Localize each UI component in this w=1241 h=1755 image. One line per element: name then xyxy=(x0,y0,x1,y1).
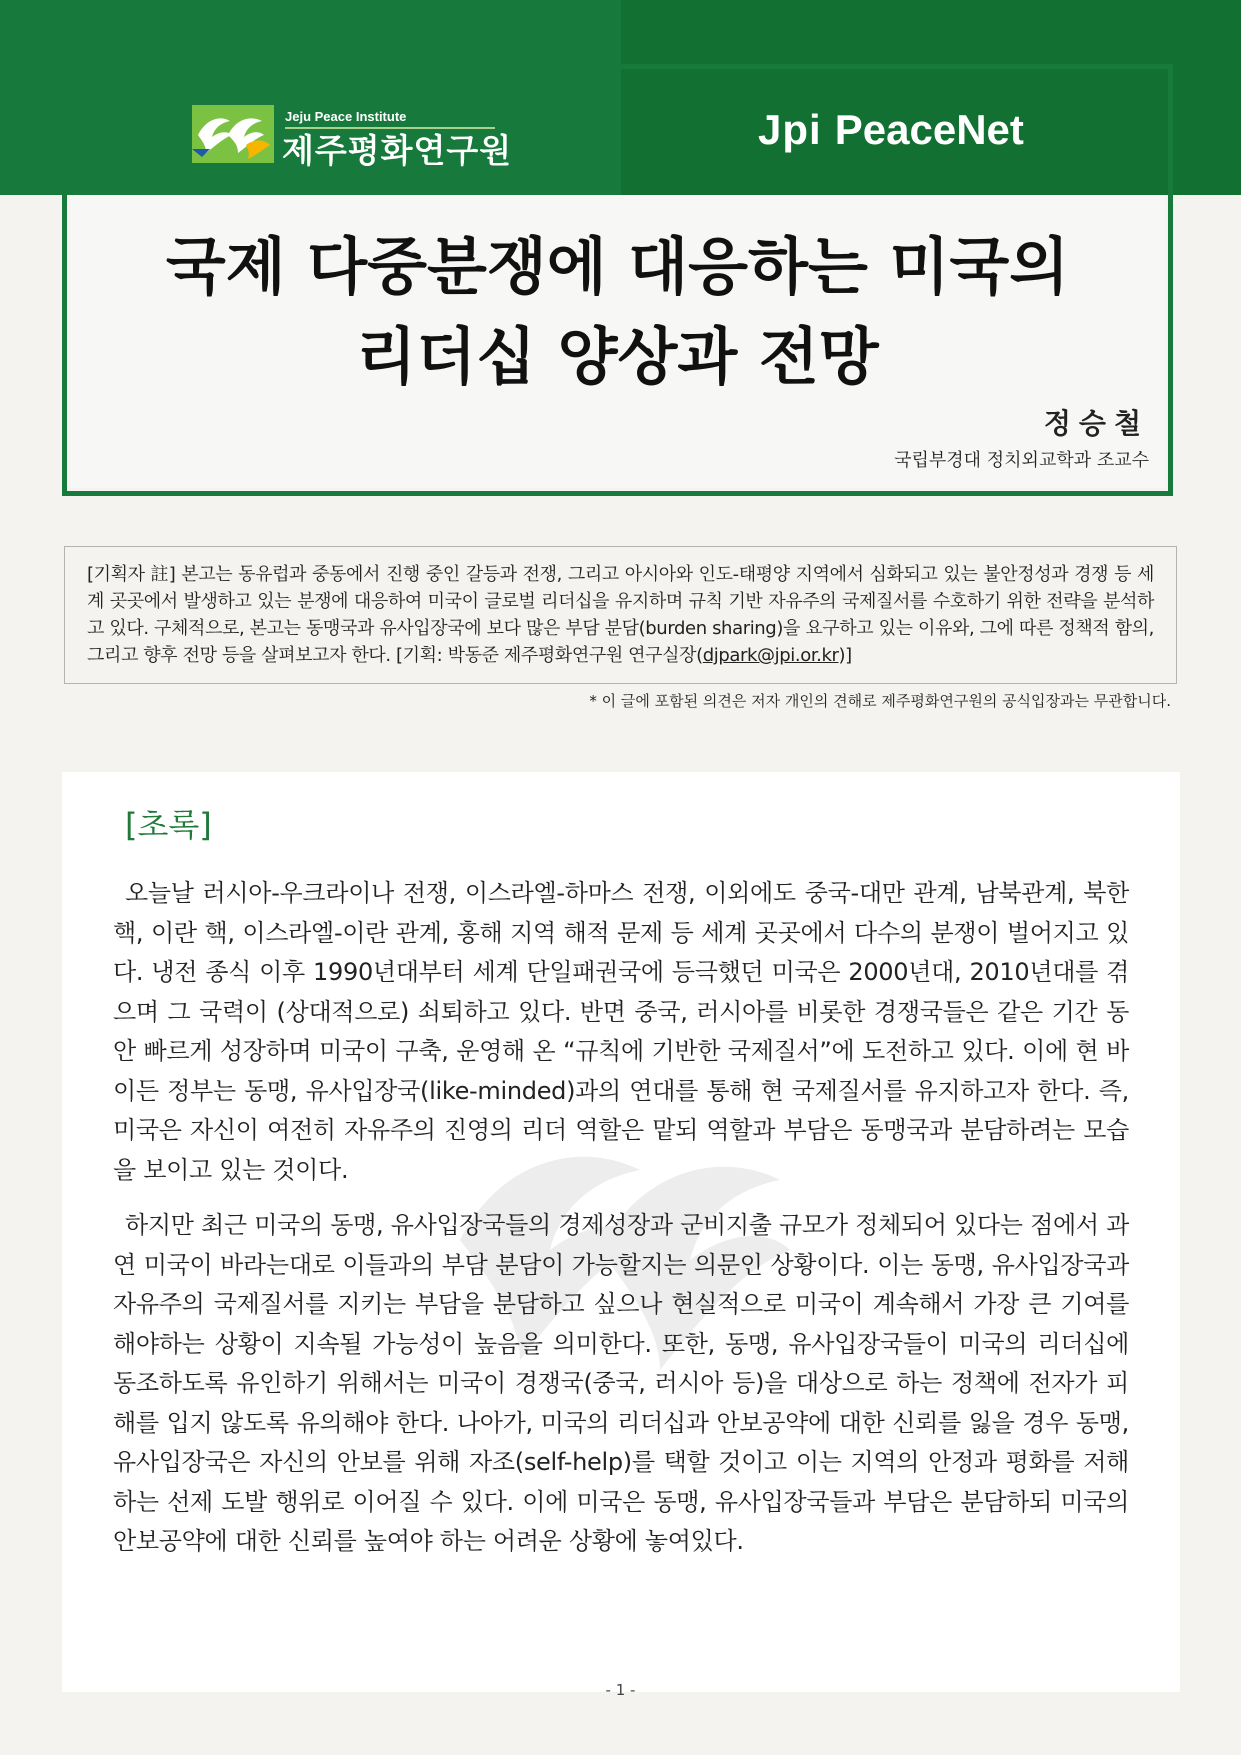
institute-name-en: Jeju Peace Institute xyxy=(285,109,407,124)
peacenet-logo xyxy=(758,106,1024,166)
planning-note xyxy=(64,546,1177,684)
page-number: - 1 - xyxy=(605,1681,636,1699)
planning-note-text: [기획자 註] 본고는 동유럽과 중동에서 진행 중인 갈등과 전쟁, 그리고 아시아와 인도-태평양 지역에서 심화되고 있는 불안정성과 경쟁 등 세계 곳곳에서 발생하고 있는 분쟁에 대응하여 미국이 글로벌 리더십을 유지하며 규칙 기반 자유주의 국제질서를 수호하기 위한 전략을 분석하고 있다. 구체적으로, 본고는 동맹국과 유사입장국에 보다 많은 부담 분담(burden sharing)을 요구하고 있는 이유와, 그에 따른 정책적 함의, 그리고 향후 전망 등을 살펴보고자 한다. [기획: 박동준 제주평화연구원 연구실장( xyxy=(87,564,1154,666)
brand-prefix: Jpi xyxy=(758,106,822,153)
author-affiliation: 국립부경대 정치외교학과 조교수 xyxy=(894,450,1149,471)
institute-name-ko: 제주평화연구원 xyxy=(282,131,513,170)
title-line-2: 리더십 양상과 전망 xyxy=(356,320,879,393)
abstract-heading: [초록] xyxy=(125,806,212,844)
title-line-1: 국제 다중분쟁에 대응하는 미국의 xyxy=(165,230,1070,303)
abstract-paragraph-1: 오늘날 러시아-우크라이나 전쟁, 이스라엘-하마스 전쟁, 이외에도 중국-대만 관계, 남북관계, 북한 핵, 이란 핵, 이스라엘-이란 관계, 홍해 지역 해적 문제 등 세계 곳곳에서 다수의 분쟁이 벌어지고 있다. 냉전 종식 이후 1990년대부터 세계 단일패권국에 등극했던 미국은 2000년대, 2010년대를 겪으며 그 국력이 (상대적으로) 쇠퇴하고 있다. 반면 중국, 러시아를 비롯한 경쟁국들은 같은 기간 동안 빠르게 성장하며 미국이 구축, 운영해 온 “규칙에 기반한 국제질서”에 도전하고 있다. 이에 현 바이든 정부는 동맹, 유사입장국(like-minded)과의 연대를 통해 현 국제질서를 유지하고자 한다. 즉, 미국은 자신이 여전히 자유주의 진영의 리더 역할은 맡되 역할과 부담은 동맹국과 분담하려는 모습을 보이고 있는 것이다. xyxy=(113,879,1129,1184)
disclaimer: * 이 글에 포함된 의견은 저자 개인의 견해로 제주평화연구원의 공식입장과는 무관합니다. xyxy=(589,692,1171,710)
author-name: 정승철 xyxy=(1043,407,1149,440)
brand-name: PeaceNet xyxy=(834,106,1024,153)
planner-email-link[interactable]: djpark@jpi.or.kr xyxy=(702,645,839,666)
page-title xyxy=(70,222,1165,402)
jpi-birds-logo-icon xyxy=(192,105,274,163)
abstract-paragraph-2: 하지만 최근 미국의 동맹, 유사입장국들의 경제성장과 군비지출 규모가 정체되어 있다는 점에서 과연 미국이 바라는대로 이들과의 부담 분담이 가능할지는 의문인 상황이다. 이는 동맹, 유사입장국과 자유주의 국제질서를 지키는 부담을 분담하고 싶으나 현실적으로 미국이 계속해서 가장 큰 기여를 해야하는 상황이 지속될 가능성이 높음을 의미한다. 또한, 동맹, 유사입장국들이 미국의 리더십에 동조하도록 유인하기 위해서는 미국이 경쟁국(중국, 러시아 등)을 대상으로 하는 정책에 전자가 피해를 입지 않도록 유의해야 한다. 나아가, 미국의 리더십과 안보공약에 대한 신뢰를 잃을 경우 동맹, 유사입장국은 자신의 안보를 위해 자조(self-help)를 택할 것이고 이는 지역의 안정과 평화를 저해하는 선제 도발 행위로 이어질 수 있다. 이에 미국은 동맹, 유사입장국들과 부담은 분담하되 미국의 안보공약에 대한 신뢰를 높여야 하는 어려운 상황에 놓여있다. xyxy=(113,1211,1129,1555)
abstract-body xyxy=(113,874,1129,1578)
planning-note-closing: )] xyxy=(838,645,852,666)
